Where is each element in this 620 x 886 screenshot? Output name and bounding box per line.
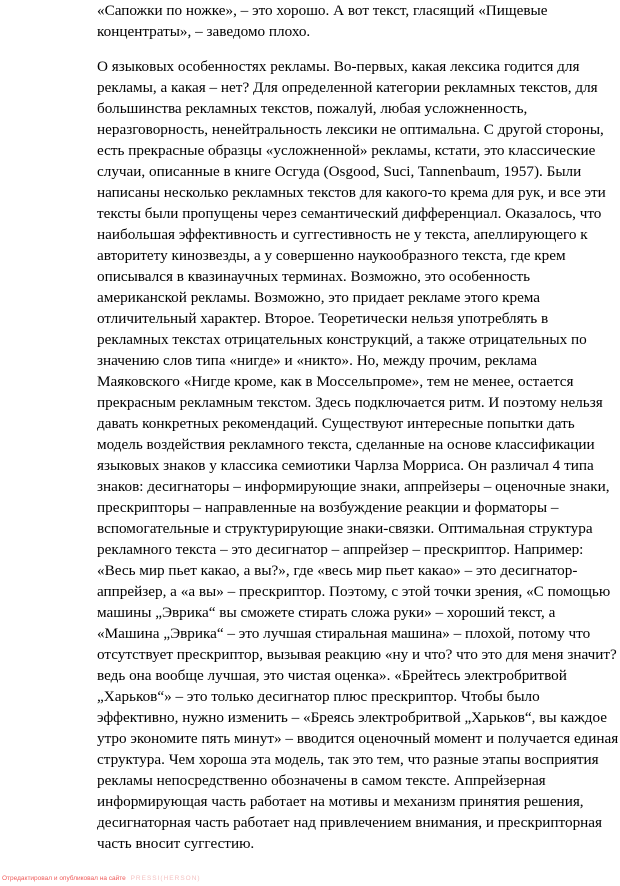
text-line: «Сапожки по ножке», – это хорошо. А вот текст, гласящий «Пищевые xyxy=(97,2,548,19)
text-line: утро экономите пять минут» – вводится оценочный момент и получается единая xyxy=(97,730,619,747)
text-line: информирующая часть работает на мотивы и механизм принятия решения, xyxy=(97,793,584,810)
text-line: десигнаторная часть работает над привлечением внимания, и прескрипторная xyxy=(97,814,603,831)
text-line: отличительный характер. Второе. Теоретически нельзя употреблять в xyxy=(97,310,549,327)
text-line: „Харьков“» – это только десигнатор плюс прескриптор. Чтобы было xyxy=(97,688,540,705)
text-line: описывался в квазинаучных терминах. Возможно, это особенность xyxy=(97,268,531,285)
text-line: отсутствует прескриптор, вызывая реакцию «ну и что? что это для меня значит? xyxy=(97,646,617,663)
text-line: наибольшая эффективность и суггестивность не у текста, апеллирующего к xyxy=(97,226,588,243)
text-line: тексты были пропущены через семантический дифференциал. Оказалось, что xyxy=(97,205,602,222)
text-line: рекламы непосредственно обозначены в самом тексте. Аппрейзерная xyxy=(97,772,546,789)
text-line: рекламы, а какая – нет? Для определенной категории рекламных текстов, для xyxy=(97,79,598,96)
text-line: ведь она вообще лучшая, это чистая оценка». «Брейтесь электробритвой xyxy=(97,667,567,684)
text-line: эффективно, нужно изменить – «Бреясь электробритвой „Харьков“, вы каждое xyxy=(97,709,607,726)
text-line: концентраты», – заведомо плохо. xyxy=(97,23,311,40)
text-line: прекрасным рекламным текстом. Здесь подключается ритм. И поэтому нельзя xyxy=(97,394,603,411)
text-line: О языковых особенностях рекламы. Во-первых, какая лексика годится для xyxy=(97,58,580,75)
text-line: значению слов типа «нигде» и «никто». Но, между прочим, реклама xyxy=(97,352,537,369)
text-line: аппрейзер, а «а вы» – прескриптор. Поэтому, с этой точки зрения, «С помощью xyxy=(97,583,611,600)
text-line: американской рекламы. Возможно, это придает рекламе этого крема xyxy=(97,289,541,306)
footer-text: Отредактировал и опубликовал на сайте xyxy=(2,875,126,882)
text-line: знаков: десигнаторы – информирующие знаки, аппрейзеры – оценочные знаки, xyxy=(97,478,610,495)
text-line: Маяковского «Нигде кроме, как в Моссельпроме», тем не менее, остается xyxy=(97,373,574,390)
text-line: есть прекрасные образцы «усложненной» рекламы, кстати, это классические xyxy=(97,142,596,159)
text-line: модель воздействия рекламного текста, сделанные на основе классификации xyxy=(97,436,595,453)
text-line: авторитету кинозвезды, а у совершенно наукообразного текста, где крем xyxy=(97,247,566,264)
text-line: «Весь мир пьет какао, а вы?», где «весь мир пьет какао» – это десигнатор- xyxy=(97,562,578,579)
text-line: рекламных текстах отрицательных конструкций, а также отрицательных по xyxy=(97,331,587,348)
text-line: машины „Эврика“ вы сможете стирать сложа руки» – хороший текст, а xyxy=(97,604,556,621)
text-line: «Машина „Эврика“ – это лучшая стиральная машина» – плохой, потому что xyxy=(97,625,591,642)
text-line: вспомогательные и структурирующие знаки-связки. Оптимальная структура xyxy=(97,520,593,537)
text-line: структура. Чем хороша эта модель, так это тем, что разные этапы восприятия xyxy=(97,751,599,768)
text-line: давать конкретных рекомендаций. Существуют интересные попытки дать xyxy=(97,415,575,432)
footer-credit xyxy=(2,875,201,883)
text-line: часть вносит суггестию. xyxy=(97,835,255,852)
text-line: рекламного текста – это десигнатор – аппрейзер – прескриптор. Например: xyxy=(97,541,584,558)
text-line: языковых знаков у классика семиотики Чарлза Морриса. Он различал 4 типа xyxy=(97,457,594,474)
text-line: неразговорность, ненейтральность лексики не оптимальна. С другой стороны, xyxy=(97,121,604,138)
text-line: написаны несколько рекламных текстов для какого-то крема для рук, и все эти xyxy=(97,184,606,201)
text-line: большинства рекламных текстов, пожалуй, любая усложненность, xyxy=(97,100,528,117)
text-line: прескрипторы – направленные на возбуждение реакции и форматоры – xyxy=(97,499,559,516)
footer-site-link[interactable]: PRESSI(HERSON) xyxy=(130,875,201,882)
text-line: случаи, описанные в книге Осгуда (Osgood, Suci, Tannenbaum, 1957). Были xyxy=(97,163,582,180)
